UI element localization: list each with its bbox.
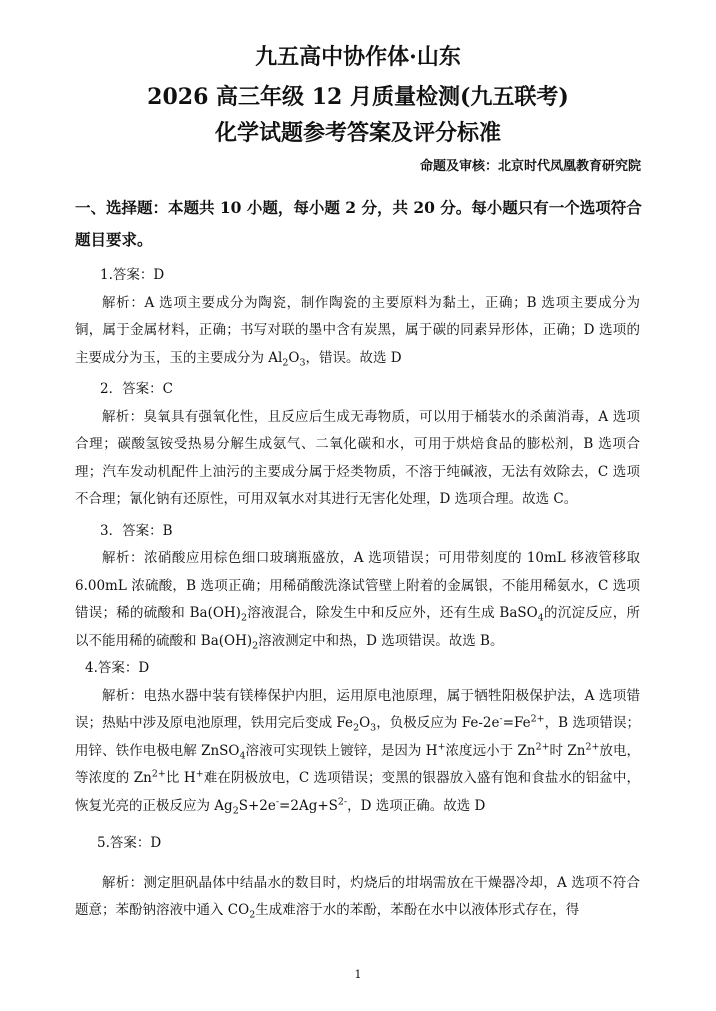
q4-explanation: 解析：电热水器中装有镁棒保护内胆，运用原电池原理，属于牺牲阳极保护法，A 选项错误；热贴中涉及原电池原理，铁用完后变成 $Fe_2O_3$，负极反应为 $Fe-2e^-=Fe^{2+}$，B 选项错误；用锌、铁作电极电解 ZnSO$_4$溶液可实现铁上镀锌，是因为 H+浓度远小于 $Zn^{2+}$时 $Zn^{2+}$放电，等浓度的 $Zn^{2+}$比 H+难在阴极放电，C 选项错误；变黑的银器放入盛有饱和食盐水的铝盆中，恢复光亮的正极反应为 $Ag_2S+2e^-=2Ag+S^{2-}$，D 选项正确。故选 D	[75, 687, 640, 817]
q3-explanation: 解析：浓硝酸应用棕色细口玻璃瓶盛放，A 选项错误；可用带刻度的 10mL 移液管移取 6.00mL 浓硫酸，B 选项正确；用稀硝酸洗涤试管壁上附着的金属银，不能用稀氨水，C 选项错误；稀的硫酸和 $Ba(OH)_2$溶液混合，除发生中和反应外，还有生成 BaSO$_4$的沉淀反应，所以不能用稀的硫酸和 $Ba(OH)_2$溶液测定中和热，D 选项错误。故选 B。	[75, 550, 641, 652]
q4-answer: 4.答案：D	[85, 660, 150, 676]
q1-explanation: 解析：A 选项主要成分为陶瓷，制作陶瓷的主要原料为黏土，正确；B 选项主要成分为铜，属于金属材料，正确；书写对联的墨中含有炭黑，属于碳的同素异形体，正确；D 选项的主要成分为玉，玉的主要成分为 $Al_2O_3$，错误。故选 D	[75, 294, 640, 369]
page-title-line1: 九五高中协作体·山东	[255, 44, 461, 70]
q5-explanation: 解析：测定胆矾晶体中结晶水的数目时，灼烧后的坩埚需放在干燥器冷却，A 选项不符合题意；苯酚钠溶液中通入 $CO_2$生成难溶于水的苯酚，苯酚在水中以液体形式存在，得	[75, 874, 640, 921]
q3-answer: 3．答案：B	[100, 522, 173, 539]
q1-answer: 1.答案：D	[100, 267, 165, 283]
answer-list	[75, 262, 640, 925]
page-title-line2: 2026 高三年级 12 月质量检测(九五联考)	[147, 84, 569, 110]
q2-explanation: 解析：臭氧具有强氧化性，且反应后生成无毒物质，可以用于桶装水的杀菌消毒，A 选项合理；碳酸氢铵受热易分解生成氨气、二氧化碳和水，可用于烘焙食品的膨松剂，B 选项合理；汽车发动机配件上油污的主要成分属于烃类物质，不溶于纯碱液，无法有效除去，C 选项不合理；氰化钠有还原性，可用双氧水对其进行无害化处理，D 选项合理。故选 C。	[75, 408, 640, 507]
section-heading: 一、选择题：本题共 10 小题，每小题 2 分，共 20 分。每小题只有一个选项符合题目要求。	[75, 198, 642, 249]
page-title-line3: 化学试题参考答案及评分标准	[214, 120, 501, 146]
author-line: 命题及审核：北京时代凤凰教育研究院	[419, 159, 641, 174]
q2-answer: 2．答案：C	[100, 381, 173, 397]
q5-answer: 5.答案：D	[97, 835, 162, 851]
page-number: 1	[354, 968, 362, 981]
